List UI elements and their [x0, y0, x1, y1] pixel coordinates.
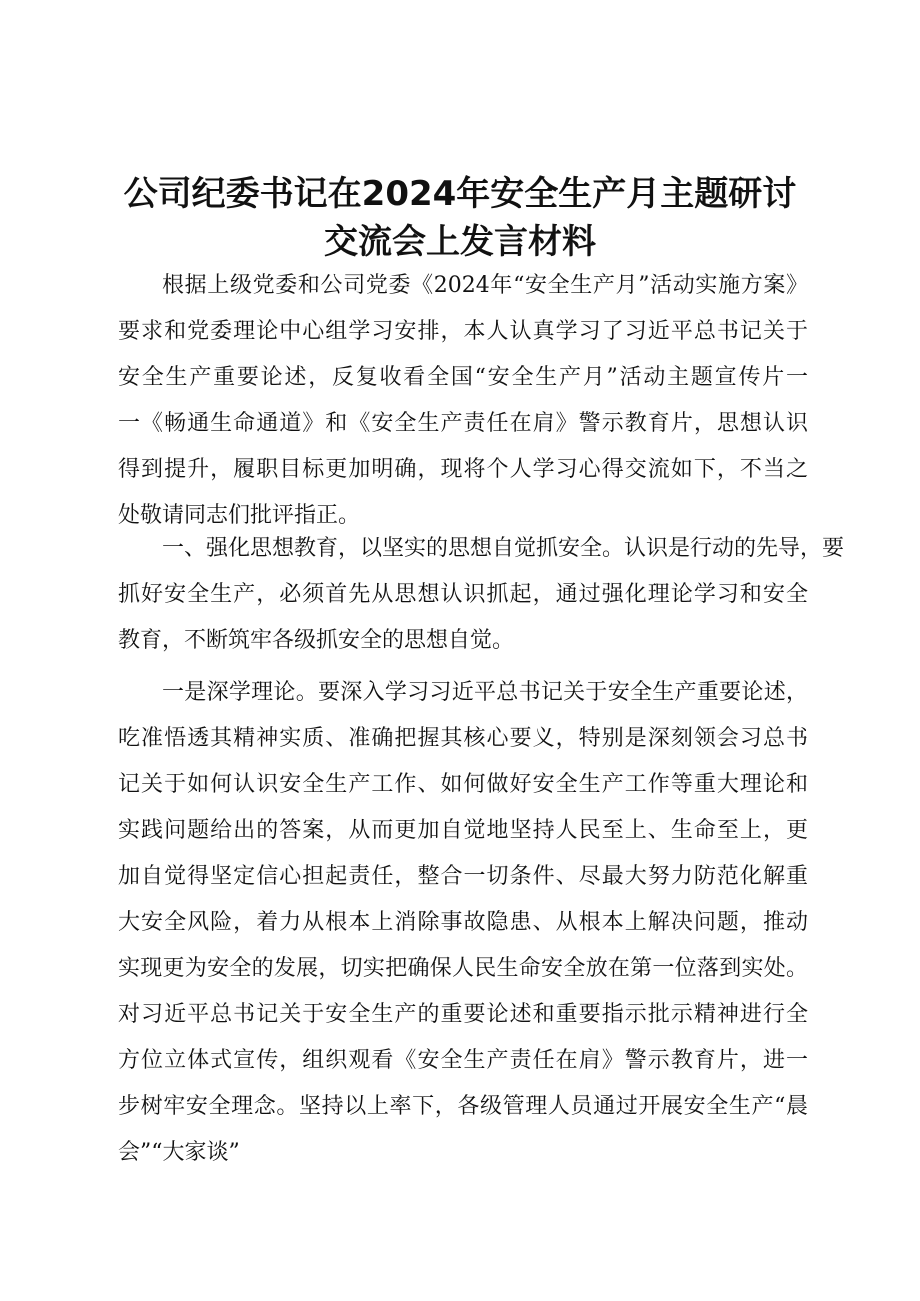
paragraph-line: 一《畅通生命通道》和《安全生产责任在肩》警示教育片，思想认识	[118, 411, 808, 436]
paragraph-line: 方位立体式宣传，组织观看《安全生产责任在肩》警示教育片，进一	[118, 1048, 808, 1073]
paragraph-line: 抓好安全生产，必须首先从思想认识抓起，通过强化理论学习和安全	[118, 582, 808, 607]
paragraph-line	[162, 526, 845, 572]
paragraph-line: 教育，不断筑牢各级抓安全的思想自觉。	[118, 628, 515, 653]
paragraph-line: 实践问题给出的答案，从而更加自觉地坚持人民至上、生命至上，更	[118, 818, 808, 843]
paragraph-line: 根据上级党委和公司党委《2024年“安全生产月”活动实施方案》	[162, 273, 808, 298]
paragraph-line: 步树牢安全理念。坚持以上率下，各级管理人员通过开展安全生产“晨	[118, 1094, 808, 1119]
paragraph-line: 记关于如何认识安全生产工作、如何做好安全生产工作等重大理论和	[118, 772, 808, 797]
paragraph-line: 处敬请同志们批评指正。	[118, 503, 361, 528]
section-heading: 一、强化思想教育，以坚实的思想自觉抓安全。	[162, 536, 625, 561]
paragraph-line: 安全生产重要论述，反复收看全国“安全生产月”活动主题宣传片一	[118, 365, 808, 390]
paragraph-line: 一是深学理论。要深入学习习近平总书记关于安全生产重要论述，	[162, 680, 808, 705]
paragraph-line: 加自觉得坚定信心担起责任，整合一切条件、尽最大努力防范化解重	[118, 864, 808, 889]
paragraph-line: 实现更为安全的发展，切实把确保人民生命安全放在第一位落到实处。	[118, 956, 808, 981]
paragraph-line: 大安全风险，着力从根本上消除事故隐患、从根本上解决问题，推动	[118, 910, 808, 935]
paragraph-line: 对习近平总书记关于安全生产的重要论述和重要指示批示精神进行全	[118, 1002, 808, 1027]
paragraph-line: 要求和党委理论中心组学习安排，本人认真学习了习近平总书记关于	[118, 319, 808, 344]
paragraph-line: 吃准悟透其精神实质、准确把握其核心要义，特别是深刻领会习总书	[118, 726, 808, 751]
section-heading-rest: 认识是行动的先导，要	[624, 536, 845, 561]
paragraph-line: 会”“大家谈”	[118, 1140, 240, 1165]
document-title-line-1: 公司纪委书记在2024年安全生产月主题研讨	[123, 174, 797, 214]
paragraph-line: 得到提升，履职目标更加明确，现将个人学习心得交流如下，不当之	[118, 457, 808, 482]
document-title-line-2: 交流会上发言材料	[324, 222, 596, 262]
